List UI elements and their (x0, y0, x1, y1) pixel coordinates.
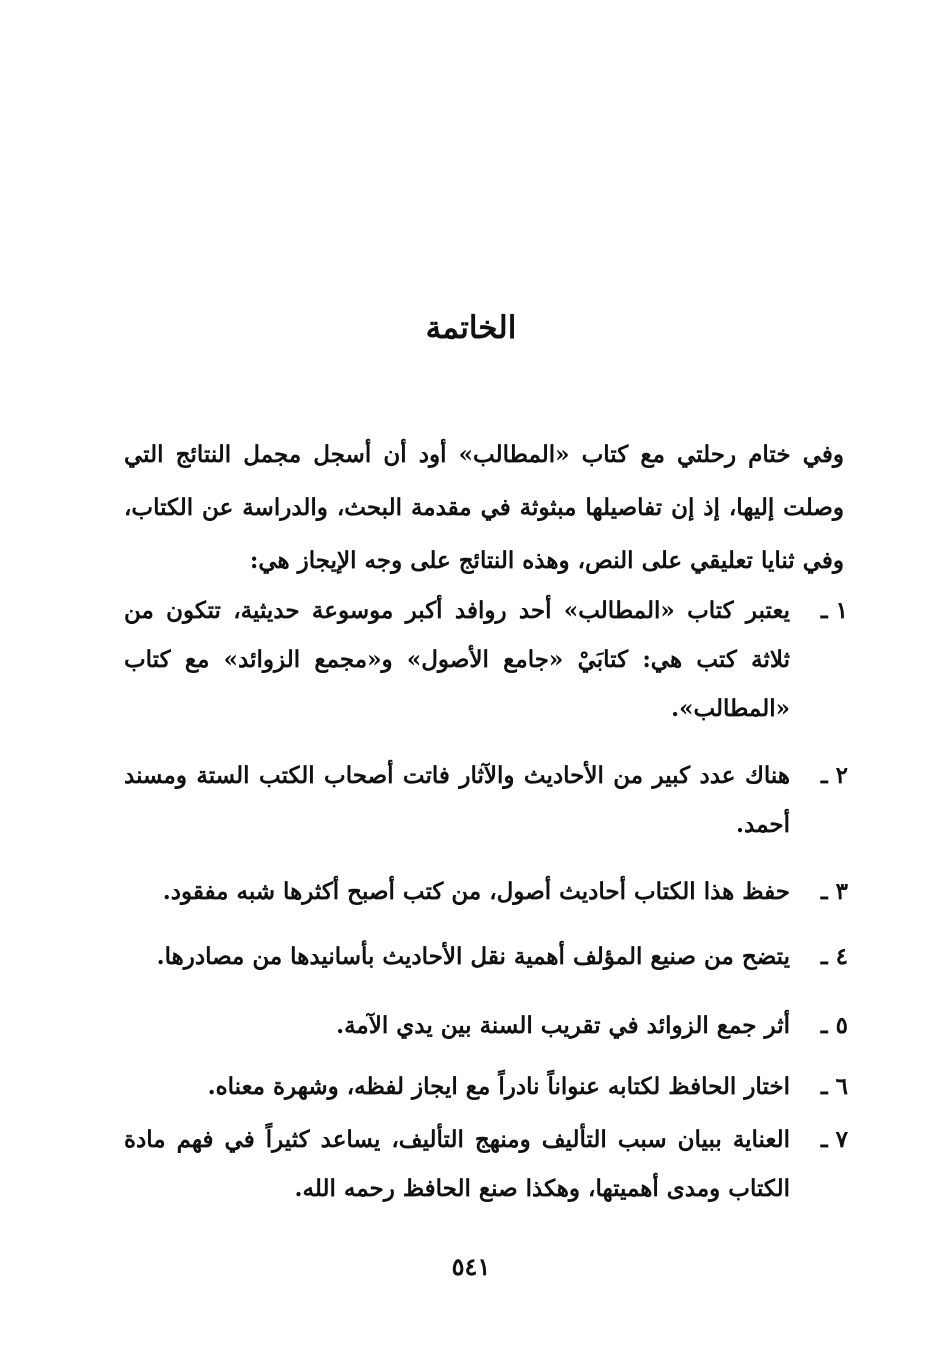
list-item (124, 1062, 848, 1111)
list-item (124, 1001, 848, 1050)
list-item-number: ٤ ـ (820, 943, 848, 970)
list-item (124, 932, 848, 981)
list-item (124, 586, 848, 733)
results-list (124, 586, 848, 1213)
page-title: الخاتمة (425, 310, 517, 346)
list-item-number: ٢ ـ (820, 762, 848, 789)
list-item (124, 867, 848, 916)
list-item-text: أثر جمع الزوائد في تقريب السنة بين يدي الآمة. (336, 1012, 790, 1039)
list-item-text: حفظ هذا الكتاب أحاديث أصول، من كتب أصبح أكثرها شبه مفقود. (162, 878, 790, 905)
list-item-number: ٣ ـ (820, 878, 848, 905)
list-item-text: العناية ببيان سبب التأليف ومنهج التأليف، يساعد كثيراً في فهم مادة الكتاب ومدى أهميتها، وهكذا صنع الحافظ رحمه الله. (124, 1126, 790, 1202)
list-item (124, 751, 848, 849)
list-item-text: يعتبر كتاب «المطالب» أحد روافد أكبر موسوعة حديثية، تتكون من ثلاثة كتب هي: كتابَيْ «جامع الأصول» و«مجمع الزوائد» مع كتاب «المطالب». (124, 597, 790, 722)
list-item-text: هناك عدد كبير من الأحاديث والآثار فاتت أصحاب الكتب الستة ومسند أحمد. (124, 762, 790, 838)
page-number: ٥٤١ (451, 1252, 491, 1281)
list-item-number: ٦ ـ (820, 1073, 848, 1100)
intro-paragraph: وفي ختام رحلتي مع كتاب «المطالب» أود أن أسجل مجمل النتائج التي وصلت إليها، إذ إن تفاصيلها مبثوثة في مقدمة البحث، والدراسة عن الكتاب، وفي ثنايا تعليقي على النص، وهذه النتائج على وجه الإيجاز هي: (124, 441, 844, 574)
list-item-number: ٧ ـ (820, 1126, 848, 1153)
list-item (124, 1115, 848, 1213)
list-item-number: ١ ـ (820, 597, 848, 624)
list-item-text: اختار الحافظ لكتابه عنواناً نادراً مع ايجاز لفظه، وشهرة معناه. (207, 1073, 790, 1100)
list-item-number: ٥ ـ (820, 1012, 848, 1039)
list-item-text: يتضح من صنيع المؤلف أهمية نقل الأحاديث بأسانيدها من مصادرها. (156, 943, 790, 970)
